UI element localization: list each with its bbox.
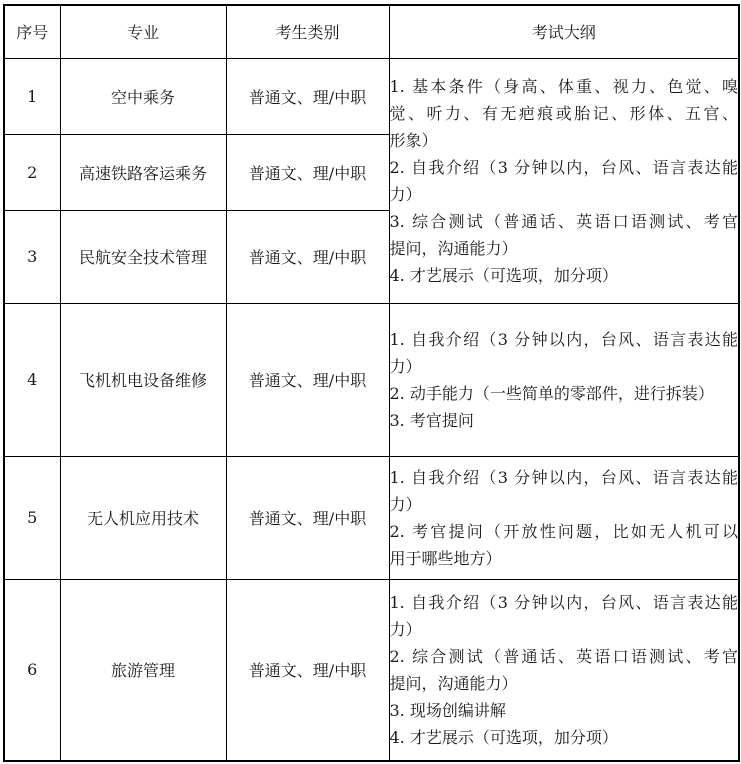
cell-no-5: 5 xyxy=(4,456,60,579)
outline-line: 力） xyxy=(389,356,422,376)
cell-category-5: 普通文、理/中职 xyxy=(226,456,389,579)
outline-line: 3. 现场创编讲解 xyxy=(389,700,506,720)
cell-major-2: 高速铁路客运乘务 xyxy=(60,134,226,210)
table-row-4 xyxy=(4,303,739,456)
outline-line: 提问，沟通能力） xyxy=(389,673,518,693)
outline-line: 提问，沟通能力） xyxy=(389,238,518,258)
cell-major-1: 空中乘务 xyxy=(60,58,226,134)
table-header-row xyxy=(4,5,739,58)
table-row-1 xyxy=(4,58,739,134)
outline-line: 力） xyxy=(389,619,422,639)
outline-line: 力） xyxy=(389,494,422,514)
cell-outline-row-4 xyxy=(389,303,739,456)
cell-no-1: 1 xyxy=(4,58,60,134)
outline-line: 觉、听力、有无疤痕或胎记、形体、五官、 xyxy=(389,103,738,123)
outline-line: 1. 自我介绍（3 分钟以内，台风、语言表达能 xyxy=(389,467,738,487)
outline-line: 力） xyxy=(389,184,422,204)
outline-line: 用于哪些地方） xyxy=(389,548,502,568)
outline-line: 2. 考官提问（开放性问题，比如无人机可以 xyxy=(389,521,738,541)
cell-outline-row-5 xyxy=(389,456,739,579)
cell-category-6: 普通文、理/中职 xyxy=(226,579,389,761)
outline-line: 3. 综合测试（普通话、英语口语测试、考官 xyxy=(389,211,738,231)
header-major: 专业 xyxy=(60,5,226,58)
cell-outline-rows-1-3 xyxy=(389,58,739,303)
cell-no-6: 6 xyxy=(4,579,60,761)
outline-line: 3. 考官提问 xyxy=(389,410,474,430)
outline-line: 形象） xyxy=(389,130,438,150)
outline-line: 2. 动手能力（一些简单的零部件，进行拆装） xyxy=(389,383,714,403)
header-no: 序号 xyxy=(4,5,60,58)
header-category: 考生类别 xyxy=(226,5,389,58)
outline-line: 1. 基本条件（身高、体重、视力、色觉、嗅 xyxy=(389,76,738,96)
outline-line: 1. 自我介绍（3 分钟以内，台风、语言表达能 xyxy=(389,329,738,349)
cell-major-4: 飞机机电设备维修 xyxy=(60,303,226,456)
cell-major-5: 无人机应用技术 xyxy=(60,456,226,579)
cell-no-3: 3 xyxy=(4,210,60,303)
cell-category-1: 普通文、理/中职 xyxy=(226,58,389,134)
cell-major-3: 民航安全技术管理 xyxy=(60,210,226,303)
outline-line: 2. 自我介绍（3 分钟以内，台风、语言表达能 xyxy=(389,157,738,177)
outline-line: 4. 才艺展示（可选项，加分项） xyxy=(389,727,618,747)
cell-category-4: 普通文、理/中职 xyxy=(226,303,389,456)
table-row-6 xyxy=(4,579,739,761)
header-outline: 考试大纲 xyxy=(389,5,739,58)
exam-outline-table xyxy=(3,4,740,762)
cell-outline-row-6 xyxy=(389,579,739,761)
outline-line: 4. 才艺展示（可选项，加分项） xyxy=(389,265,618,285)
cell-no-2: 2 xyxy=(4,134,60,210)
cell-category-2: 普通文、理/中职 xyxy=(226,134,389,210)
cell-major-6: 旅游管理 xyxy=(60,579,226,761)
outline-line: 2. 综合测试（普通话、英语口语测试、考官 xyxy=(389,646,738,666)
outline-line: 1. 自我介绍（3 分钟以内，台风、语言表达能 xyxy=(389,592,738,612)
table-row-5 xyxy=(4,456,739,579)
cell-category-3: 普通文、理/中职 xyxy=(226,210,389,303)
cell-no-4: 4 xyxy=(4,303,60,456)
